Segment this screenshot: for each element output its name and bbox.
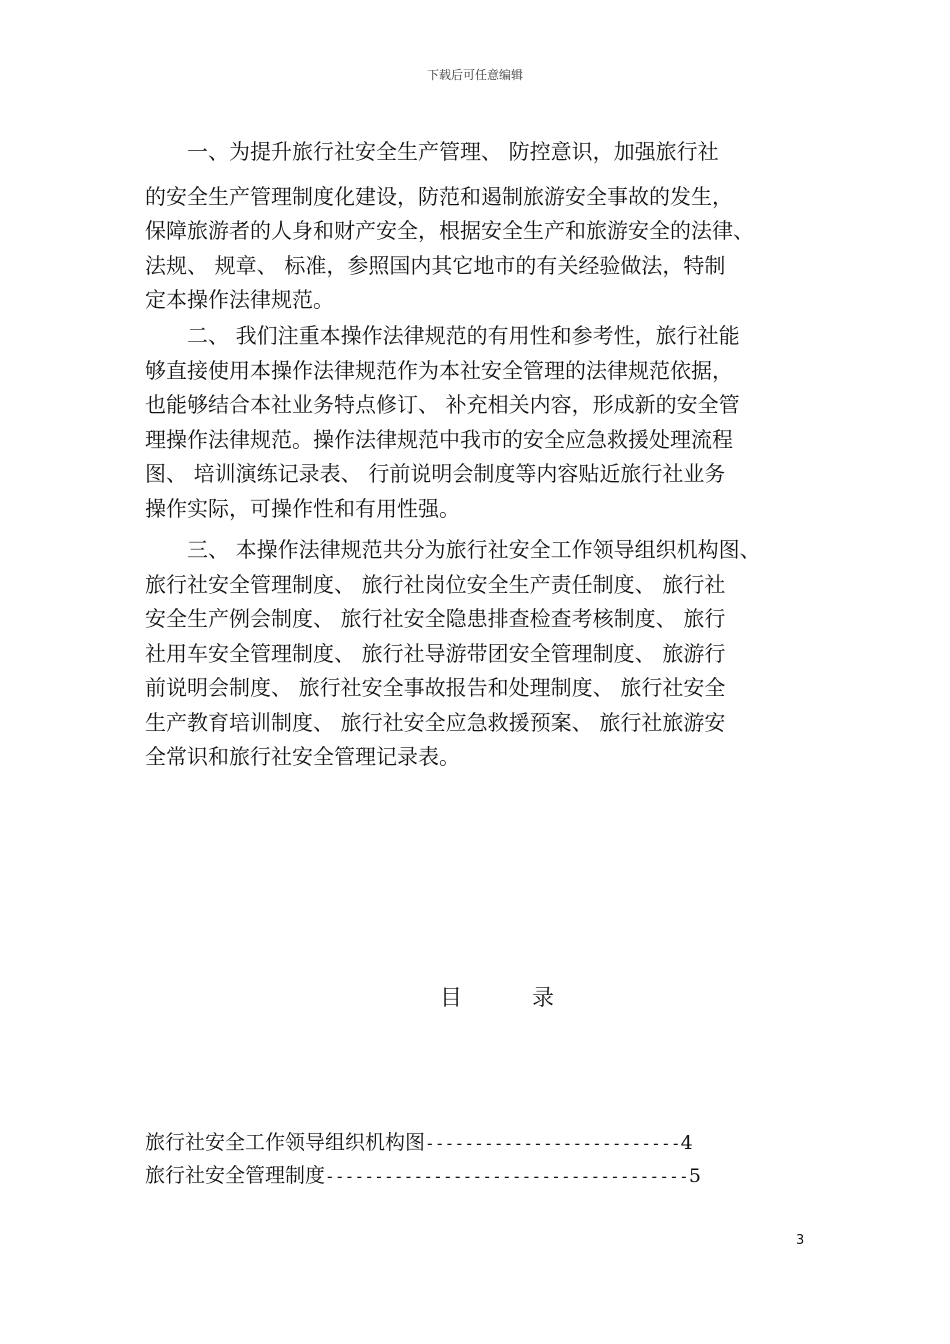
paragraph-line: 操作实际，可操作性和有用性强。 bbox=[145, 496, 460, 521]
paragraph-line: 法规、 规章、 标准，参照国内其它地市的有关经验做法，特制 bbox=[145, 253, 726, 278]
paragraph-line: 全常识和旅行社安全管理记录表。 bbox=[145, 745, 460, 769]
toc-leader: -------------------------- bbox=[425, 1134, 681, 1153]
page-header: 下载后可任意编辑 bbox=[426, 68, 523, 82]
toc-title-char: 录 bbox=[532, 986, 555, 1011]
paragraph-line: 保障旅游者的人身和财产安全，根据安全生产和旅游安全的法律、 bbox=[145, 219, 754, 243]
toc-entry[interactable] bbox=[145, 1159, 805, 1192]
paragraph-line: 三、 本操作法律规范共分为旅行社安全工作领导组织机构图、 bbox=[145, 538, 761, 562]
paragraph-line: 一、为提升旅行社安全生产管理、 防控意识，加强旅行社 bbox=[145, 140, 719, 164]
paragraph-line: 社用车安全管理制度、 旅行社导游带团安全管理制度、 旅游行 bbox=[145, 641, 726, 666]
paragraph-line: 旅行社安全管理制度、 旅行社岗位安全生产责任制度、 旅行社 bbox=[145, 572, 726, 597]
toc-entry-label: 旅行社安全工作领导组织机构图 bbox=[145, 1130, 425, 1154]
paragraph-line: 前说明会制度、 旅行社安全事故报告和处理制度、 旅行社安全 bbox=[145, 676, 726, 700]
page-number: 3 bbox=[796, 1233, 805, 1248]
toc-page-number: 4 bbox=[680, 1132, 693, 1154]
paragraph-line: 理操作法律规范。操作法律规范中我市的安全应急救援处理流程 bbox=[145, 427, 733, 452]
toc-title-char: 目 bbox=[440, 986, 463, 1011]
paragraph-line: 生产教育培训制度、 旅行社安全应急救援预案、 旅行社旅游安 bbox=[145, 710, 726, 735]
paragraph-1 bbox=[145, 135, 810, 318]
paragraph-2 bbox=[145, 319, 810, 526]
paragraph-line: 够直接使用本操作法律规范作为本社安全管理的法律规范依据， bbox=[145, 358, 733, 383]
paragraph-line: 定本操作法律规范。 bbox=[145, 288, 334, 312]
paragraph-line: 也能够结合本社业务特点修订、 补充相关内容，形成新的安全管 bbox=[145, 393, 740, 417]
toc-entry[interactable] bbox=[145, 1126, 805, 1159]
toc-leader: ------------------------------------- bbox=[325, 1167, 689, 1186]
table-of-contents bbox=[145, 1126, 805, 1192]
paragraph-3 bbox=[145, 533, 810, 775]
paragraph-line: 安全生产例会制度、 旅行社安全隐患排查检查考核制度、 旅行 bbox=[145, 607, 726, 631]
toc-page-number: 5 bbox=[688, 1165, 701, 1187]
paragraph-line: 二、 我们注重本操作法律规范的有用性和参考性，旅行社能 bbox=[145, 324, 740, 348]
toc-title bbox=[440, 983, 554, 1015]
paragraph-line: 图、 培训演练记录表、 行前说明会制度等内容贴近旅行社业务 bbox=[145, 462, 726, 486]
paragraph-line: 的安全生产管理制度化建设，防范和遏制旅游安全事故的发生， bbox=[145, 184, 733, 209]
toc-entry-label: 旅行社安全管理制度 bbox=[145, 1163, 325, 1187]
